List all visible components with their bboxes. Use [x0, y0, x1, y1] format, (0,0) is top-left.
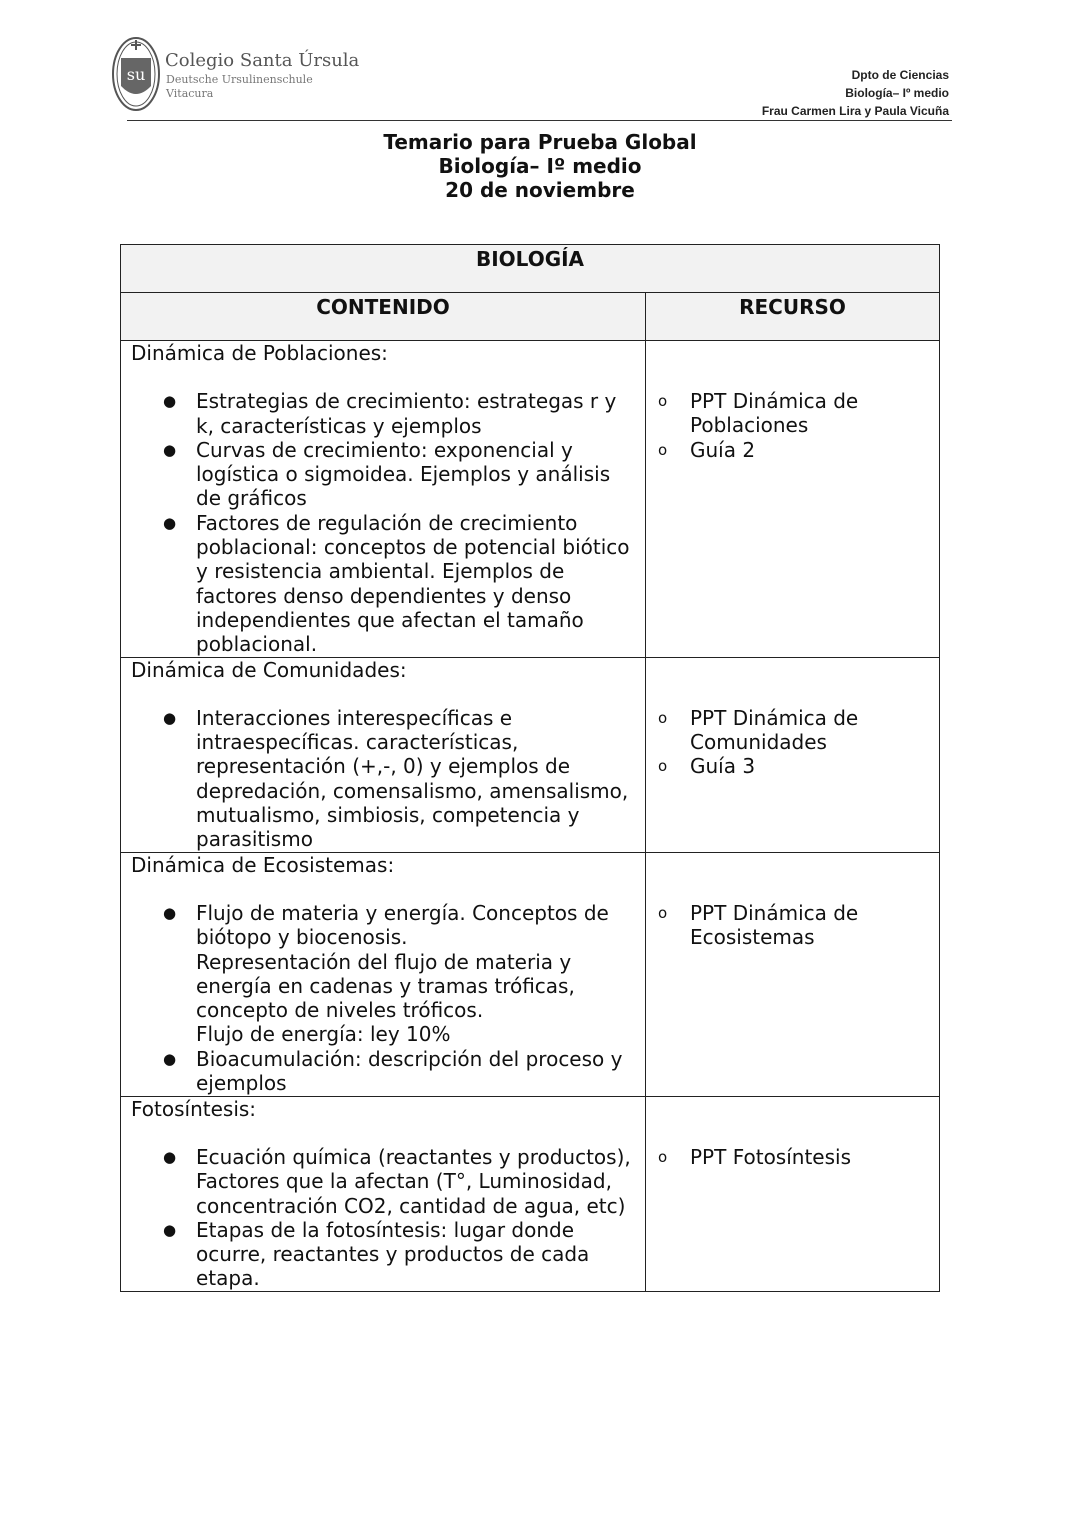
list-item: ● Bioacumulación: descripción del proceso y ejemplos: [131, 1047, 637, 1096]
table-row: [121, 852, 940, 1096]
resource-list: [652, 901, 933, 950]
teachers-line: Frau Carmen Lira y Paula Vicuña: [761, 104, 949, 118]
content-cell: [121, 341, 646, 658]
title-line-1: Temario para Prueba Global: [383, 130, 697, 154]
list-item: ● Factores de regulación de crecimiento poblacional: conceptos de potencial biótico y resistencia ambiental. Ejemplos de factores denso dependientes y denso independientes que afectan el tamaño poblacional.: [131, 511, 637, 657]
content-bullets: [131, 706, 637, 852]
course-line: Biología– Iº medio: [845, 86, 949, 100]
resource-list: [652, 1145, 933, 1169]
content-cell: [121, 1096, 646, 1291]
resource-list: [652, 706, 933, 779]
list-item: ● Estrategias de crecimiento: estrategas r y k, características y ejemplos: [131, 389, 637, 438]
topic-title: Dinámica de Comunidades:: [131, 657, 407, 682]
resource-item: o PPT Dinámica de Poblaciones: [652, 389, 933, 438]
syllabus-table: [120, 244, 940, 1292]
department-block: [762, 66, 949, 120]
school-crest-logo: [111, 36, 161, 112]
topic-title: Fotosíntesis:: [131, 1096, 257, 1121]
bullet-text: Flujo de materia y energía. Conceptos de biótopo y biocenosis.: [196, 900, 609, 950]
list-item: ● Curvas de crecimiento: exponencial y logística o sigmoidea. Ejemplos y análisis de gráficos: [131, 438, 637, 511]
resource-cell: [646, 657, 940, 852]
table-row: [121, 657, 940, 852]
table-row: [121, 1096, 940, 1291]
list-item: ● Interacciones interespecíficas e intraespecíficas. características, representación (+,-, 0) y ejemplos de depredación, comensalismo, amensalismo, mutualismo, simbiosis, competencia y parasitismo: [131, 706, 637, 852]
school-location: Vitacura: [166, 87, 214, 100]
topic-title: Dinámica de Poblaciones:: [131, 341, 388, 365]
topic-title: Dinámica de Ecosistemas:: [131, 852, 395, 877]
header-contenido: CONTENIDO: [121, 293, 646, 341]
svg-text:su: su: [126, 65, 146, 84]
resource-cell: [646, 1096, 940, 1291]
resource-cell: [646, 341, 940, 658]
list-item: ● Etapas de la fotosíntesis: lugar donde ocurre, reactantes y productos de cada etapa.: [131, 1218, 637, 1291]
content-cell: [121, 657, 646, 852]
resource-item: o PPT Dinámica de Comunidades: [652, 706, 933, 755]
resource-item: o PPT Fotosíntesis: [652, 1145, 933, 1169]
table-heading: BIOLOGÍA: [121, 245, 940, 293]
list-item: [131, 901, 637, 1047]
title-line-3: 20 de noviembre: [445, 178, 635, 202]
content-cell: [121, 852, 646, 1096]
content-bullets: [131, 901, 637, 1095]
resource-cell: [646, 852, 940, 1096]
resource-item: o Guía 3: [652, 754, 933, 778]
list-item: ● Ecuación química (reactantes y productos), Factores que la afectan (T°, Luminosidad, concentración CO2, cantidad de agua, etc): [131, 1145, 637, 1218]
resource-list: [652, 389, 933, 462]
title-line-2: Biología– Iº medio: [438, 154, 642, 178]
school-name: Colegio Santa Úrsula: [165, 50, 360, 71]
school-subtitle-german: Deutsche Ursulinenschule: [166, 73, 313, 86]
table-row: [121, 341, 940, 658]
dept-line: Dpto de Ciencias: [851, 68, 949, 82]
resource-item: o Guía 2: [652, 438, 933, 462]
content-bullets: [131, 1145, 637, 1291]
bullet-continuation: Flujo de energía: ley 10%: [196, 1022, 451, 1047]
resource-item: o PPT Dinámica de Ecosistemas: [652, 901, 933, 950]
content-bullets: [131, 389, 637, 656]
header-recurso: RECURSO: [646, 293, 940, 341]
bullet-continuation: Representación del flujo de materia y energía en cadenas y tramas tróficas, concepto de niveles tróficos.: [196, 949, 575, 1023]
document-title: [0, 130, 1080, 202]
page-header: [0, 0, 1080, 125]
header-divider: [127, 120, 952, 121]
